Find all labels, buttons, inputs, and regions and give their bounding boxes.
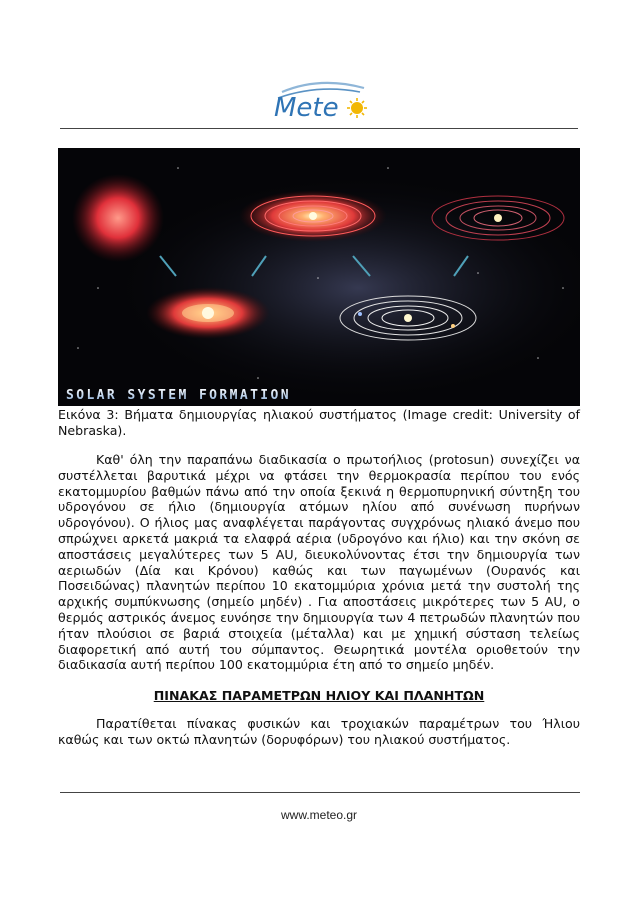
figure-caption: Εικόνα 3: Βήματα δημιουργίας ηλιακού συστήματος (Image credit: University of Nebraska). [58,407,580,438]
protoplanetary-disk-large [239,190,387,242]
meteo-logo [268,78,378,124]
footer-url: www.meteo.gr [280,808,358,822]
banner-text: SOLAR SYSTEM FORMATION [66,388,291,403]
gas-cloud [72,174,164,262]
logo-text: Mete [274,93,339,123]
solar-system-formation-image [58,148,580,406]
footer-divider [60,792,580,793]
logo-graphic [268,78,378,124]
accretion-disk [146,287,270,339]
body-paragraph-1: Καθ' όλη την παραπάνω διαδικασία ο πρωτοήλιος (protosun) συνεχίζει να συστέλλεται βαρυτικά μέχρι να φτάσει την θερμοκρασία περίπου του ενός εκατομμυρίου βαθμών πάνω από την οποία ξεκινά η θερμοπυρηνική σύντηξη του υδρογόνου σε ήλιο (δημιουργία ατόμων ηλίου από συνένωση πυρήνων υδρογόνου). Ο ήλιος μας αναφλέγεται παράγοντας συγχρόνως ηλιακό άνεμο που σπρώχνει αρκετά μακριά τα ελαφρά αέρια (υδρογόνο και ήλιο) και την σκόνη σε αποστάσεις μεγαλύτερες των 5 AU, διευκολύνοντας έτσι την δημιουργία των αεριωδών (Δία και Κρόνου) καθώς και των παγωμένων (Ουρανός και Ποσειδώνας) πλανητών περίπου 10 εκατομμύρια χρόνια μετά την συστολή της αρχικής συμπύκνωσης (σημείο μηδέν) . Για αποστάσεις μικρότερες των 5 AU, ο θερμός αστρικός άνεμος ευνόησε την δημιουργία των 4 πετρωδών πλανητών που ήταν πλούσιοι σε βαριά στοιχεία (μέταλλα) και με χημική σύσταση τελείως διαφορετική από αυτή του σύμπαντος. Θεωρητικά μοντέλα οριοθετούν την διαδικασία αυτή περίπου 100 εκατομμύρια έτη από το σημείο μηδέν. [58,452,580,673]
header-divider [60,128,578,129]
section-heading: ΠΙΝΑΚΑΣ ΠΑΡΑΜΕΤΡΩΝ ΗΛΙΟΥ ΚΑΙ ΠΛΑΝΗΤΩΝ [153,688,485,703]
body-paragraph-2: Παρατίθεται πίνακας φυσικών και τροχιακών παραμέτρων του Ήλιου καθώς και των οκτώ πλανητών (δορυφόρων) του ηλιακού συστήματος. [58,716,580,747]
